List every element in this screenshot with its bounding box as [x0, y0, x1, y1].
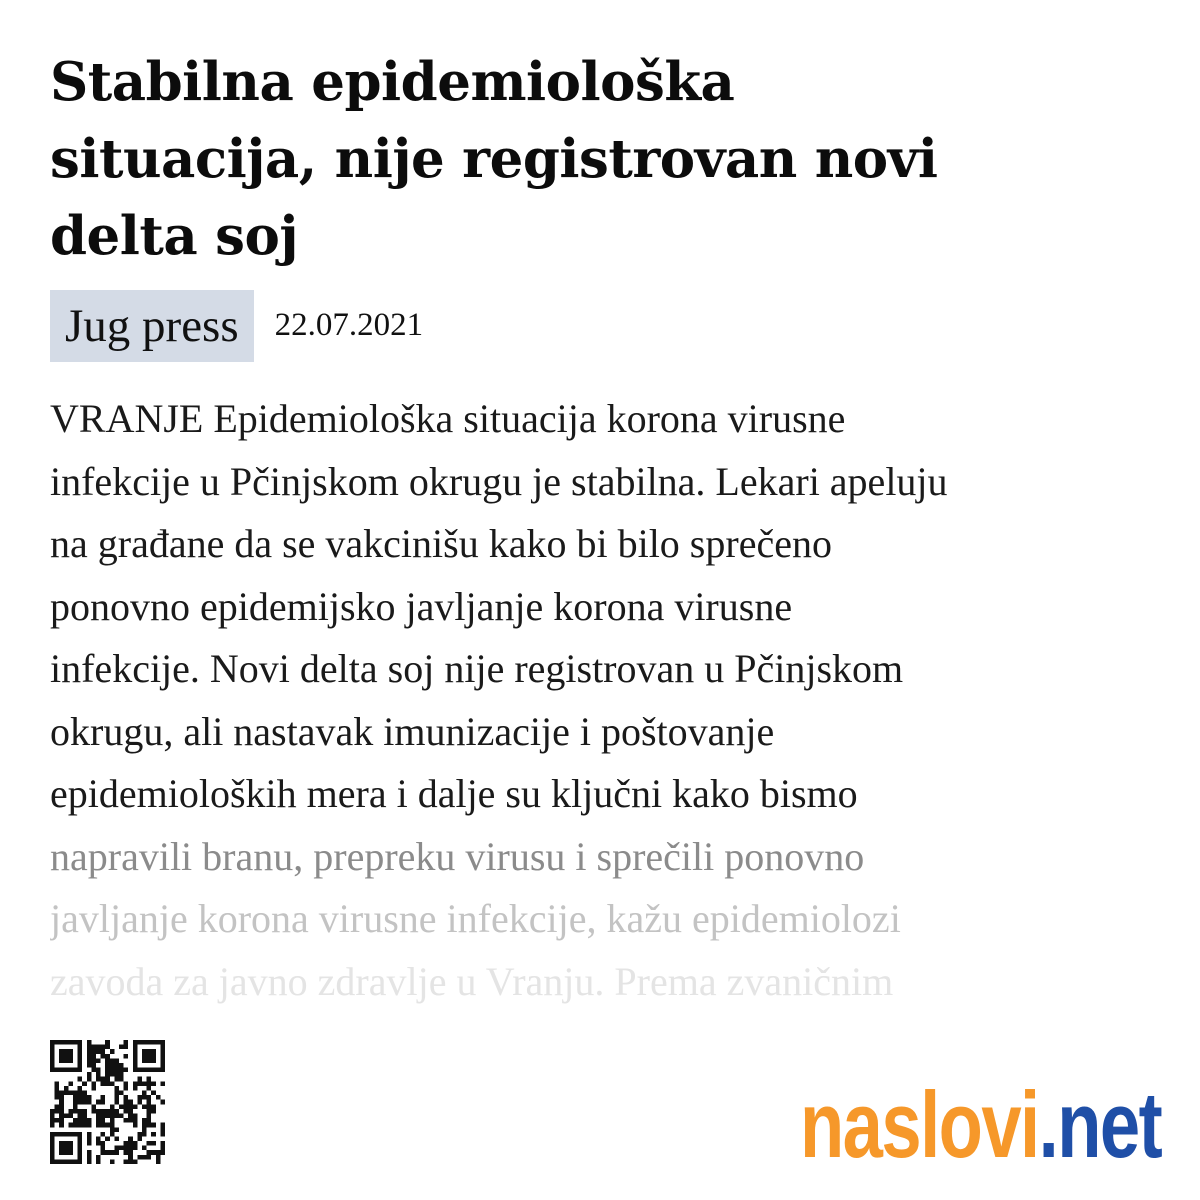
source-badge[interactable]: Jug press [50, 290, 254, 362]
naslovi-logo[interactable] [800, 1062, 1162, 1177]
body-line: na građane da se vakcinišu kako bi bilo sprečeno [50, 521, 832, 566]
body-line: VRANJE Epidemiološka situacija korona virusne [50, 396, 846, 441]
body-line: infekcije. Novi delta soj nije registrovan u Pčinjskom [50, 646, 904, 691]
body-line: javljanje korona virusne infekcije, kažu epidemiolozi [50, 896, 901, 941]
logo-tld-text: .net [1038, 1072, 1162, 1177]
publish-date: 22.07.2021 [274, 307, 424, 343]
logo-main-text: naslovi [800, 1072, 1039, 1177]
title-line: situacija, nije registrovan novi [50, 128, 938, 190]
body-line: napravili branu, prepreku virusu i sprečili ponovno [50, 833, 865, 879]
body-line: epidemioloških mera i dalje su ključni kako bismo [50, 771, 858, 816]
body-line: zavoda za javno zdravlje u Vranju. Prema zvaničnim [50, 958, 894, 1004]
body-line: infekcije u Pčinjskom okrugu je stabilna. Lekari apeluju [50, 458, 948, 504]
article-meta [50, 290, 423, 362]
body-line: okrugu, ali nastavak imunizacije i poštovanje [50, 708, 775, 754]
article-body [50, 388, 1160, 1013]
title-line: delta soj [50, 205, 299, 267]
body-line: ponovno epidemijsko javljanje korona virusne [50, 583, 793, 629]
title-line: Stabilna epidemiološka [50, 51, 735, 113]
qr-code-icon[interactable] [50, 1040, 165, 1164]
article-title [50, 44, 1160, 275]
